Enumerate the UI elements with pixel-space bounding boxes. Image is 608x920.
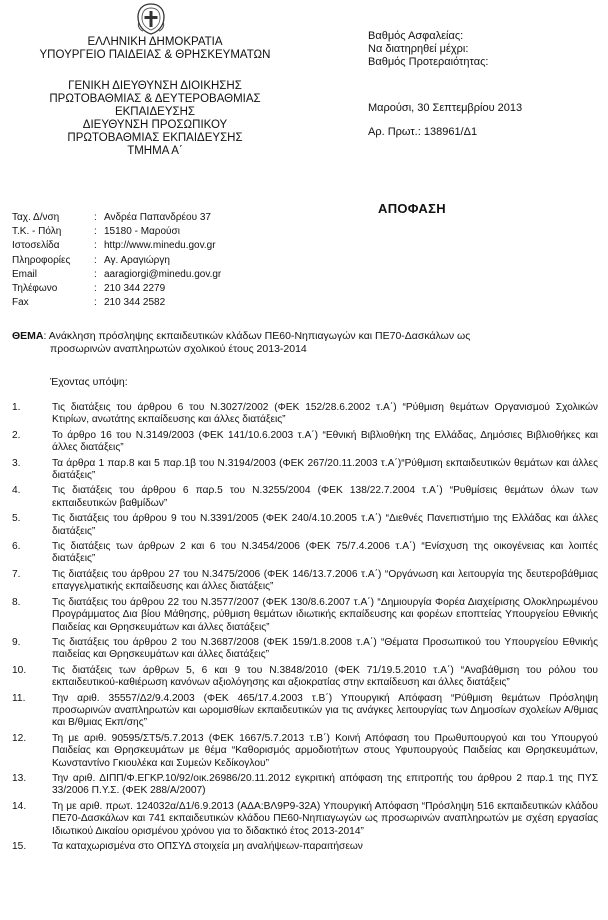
list-item (12, 841, 598, 853)
header-line: ΕΛΛΗΝΙΚΗ ΔΗΜΟΚΡΑΤΙΑ (87, 36, 223, 48)
header-line: ΓΕΝΙΚΗ ΔΙΕΥΘΥΝΣΗ ΔΙΟΙΚΗΣΗΣ (68, 80, 242, 92)
item-text: Τις διατάξεις των άρθρων 2 και 6 του Ν.3454/2006 (ΦΕΚ 75/7.4.2006 τ.Α΄) “Ενίσχυση της οικογένειας και λοιπές διατάξεις” (52, 541, 598, 565)
item-number: 4. (12, 485, 21, 497)
item-text: Τα άρθρα 1 παρ.8 και 5 παρ.1β του Ν.3194/2003 (ΦΕΚ 267/20.11.2003 τ.Α΄)“Ρύθμιση εκπαιδευτικών θεμάτων και άλλες διατάξεις” (52, 457, 598, 482)
header-line: ΥΠΟΥΡΓΕΙΟ ΠΑΙΔΕΙΑΣ & ΘΡΗΣΚΕΥΜΑΤΩΝ (39, 49, 271, 61)
list-item (12, 430, 598, 455)
item-text: Την αριθ. 35557/Δ2/9.4.2003 (ΦΕΚ 465/17.4.2003 τ.Β΄) Υπουργική Απόφαση “Ρύθμιση θεμάτων Πρόσληψη προσωρινών αναπληρωτών και ωρομισθίων εκπαιδευτικών για τις ανάγκες λειτουργίας των Δημοσίων σχολείων Α/θμιας και Β/θμιας Εκπ/σης” (52, 692, 598, 729)
header-line: ΠΡΩΤΟΒΑΘΜΙΑΣ & ΔΕΥΤΕΡΟΒΑΘΜΙΑΣ (49, 93, 261, 105)
decision-title: ΑΠΟΦΑΣΗ (378, 201, 446, 216)
subject-line-1: : Ανάκληση πρόσληψης εκπαιδευτικών κλάδων ΠΕ60-Νηπιαγωγών και ΠΕ70-Δασκάλων ως (43, 330, 471, 342)
header-line: ΕΚΠΑΙΔΕΥΣΗΣ (114, 106, 196, 118)
contact-label: Fax (12, 297, 29, 309)
item-text: Τις διατάξεις του άρθρου 27 του Ν.3475/2006 (ΦΕΚ 146/13.7.2006 τ.Α΄) “Οργάνωση και λειτουργία της δευτεροβάθμιας επαγγελματικής εκπαίδευσης και άλλες διατάξεις” (52, 568, 598, 593)
contact-label: Ταχ. Δ/νση (12, 212, 60, 223)
item-number: 11. (12, 692, 26, 704)
subject-label: ΘΕΜΑ (12, 330, 44, 342)
contact-row: Fax : 210 344 2582 (12, 296, 221, 310)
ministry-header (30, 36, 280, 62)
contact-label: Πληροφορίες (12, 254, 71, 266)
list-item (12, 773, 598, 798)
item-text: Τα καταχωρισμένα στο ΟΠΣΥΔ στοιχεία μη αναλήψεων-παραιτήσεων (52, 841, 363, 852)
contact-value: http://www.minedu.gov.gr (104, 240, 216, 252)
contact-value: 210 344 2279 (104, 283, 166, 295)
item-text: Τις διατάξεις του άρθρου 9 του Ν.3391/2005 (ΦΕΚ 240/4.10.2005 τ.Α΄) “Διεθνές Πανεπιστήμιο της Ελλάδας και άλλες διατάξεις” (52, 513, 598, 537)
list-item (12, 665, 598, 690)
item-text: Τις διατάξεις του άρθρου 2 του Ν.3687/2008 (ΦΕΚ 159/1.8.2008 τ.Α΄) “Θέματα Προσωπικού του Υπουργείου Εθνικής παιδείας και Θρησκευμάτων και άλλες διατάξεις” (52, 636, 598, 661)
item-text: Τις διατάξεις του άρθρου 22 του Ν.3577/2007 (ΦΕΚ 130/8.6.2007 τ.Α΄) “Δημιουργία Φορέα Διαχείρισης Ολοκληρωμένου Προγράμματος Δια βίου Μάθησης, ρύθμιση θεμάτων ιδιωτικής εκπαίδευσης και φορέων εποπτείας Υπουργείου Εθνικής Παιδείας και Θρησκευμάτων και άλλες διατάξεις” (52, 596, 598, 633)
contact-row: Τηλέφωνο : 210 344 2279 (12, 282, 221, 296)
contact-row: Πληροφορίες : Αγ. Αραγιώργη (12, 254, 221, 268)
list-item (12, 485, 598, 510)
legal-basis-list (12, 402, 598, 856)
contact-label: Ιστοσελίδα (12, 240, 60, 252)
document-date: Μαρούσι, 30 Σεπτεμβρίου 2013 (368, 102, 523, 114)
contact-label: Τ.Κ. - Πόλη (12, 226, 62, 238)
item-text: Τις διατάξεις του άρθρου 6 παρ.5 του Ν.3255/2004 (ΦΕΚ 138/22.7.2004 τ.Α΄) “Ρυθμίσεις θεμάτων όλων των εκπαιδευτικών βαθμίδων” (52, 485, 598, 509)
contact-row: Τ.Κ. - Πόλη : 15180 - Μαρούσι (12, 225, 221, 239)
item-number: 6. (12, 541, 21, 553)
item-text: Τις διατάξεις του άρθρου 6 του Ν.3027/2002 (ΦΕΚ 152/28.6.2002 τ.Α΄) “Ρύθμιση θεμάτων Οργανισμού Σχολικών Κτιρίων, ανωτάτης εκπαίδευσης και άλλες διατάξεις” (52, 402, 598, 426)
item-number: 10. (12, 664, 27, 676)
item-number: 13. (12, 772, 27, 784)
list-item (12, 693, 598, 730)
item-number: 15. (12, 841, 27, 852)
security-line: Βαθμός Προτεραιότητας: (368, 56, 489, 68)
item-text: Την αριθ. ΔΙΠΠ/Φ.ΕΓΚΡ.10/92/οικ.26986/20.11.2012 εγκριτική απόφαση της επιτροπής του άρθρου 2 παρ.1 της ΠΥΣ 33/2006 Π.Υ.Σ. (ΦΕΚ 288/Α/2007) (52, 772, 598, 797)
subject (12, 330, 582, 356)
item-number: 1. (12, 402, 21, 413)
having-regard: Έχοντας υπόψη: (50, 376, 128, 388)
list-item (12, 569, 598, 594)
item-text: Τις διατάξεις των άρθρων 5, 6 και 9 του Ν.3848/2010 (ΦΕΚ 71/19.5.2010 τ.Α΄) “Αναβάθμιση του ρόλου του εκπαιδευτικού-καθιέρωση κανόνων αξιολόγησης και αξιοκρατίας στην εκπαίδευση και άλλες διατάξεις” (52, 664, 598, 689)
security-line: Να διατηρηθεί μέχρι: (368, 43, 469, 55)
item-number: 5. (12, 513, 21, 525)
contact-value: 15180 - Μαρούσι (104, 226, 180, 238)
list-item (12, 597, 598, 634)
item-text: Τη με αριθ. 90595/ΣΤ5/5.7.2013 (ΦΕΚ 1667/5.7.2013 τ.Β΄) Κοινή Απόφαση του Πρωθυπουργού και του Υπουργού Παιδείας και Θρησκευμάτων με θέμα “Καθορισμός αρμοδιοτήτων στους Υφυπουργούς Παιδείας και Θρησκευμάτων, Κωνσταντίνο Γκιουλέκα και Συμεών Κεδίκογλου” (52, 732, 598, 769)
contact-value: Αγ. Αραγιώργη (104, 254, 170, 266)
item-number: 3. (12, 457, 21, 469)
item-number: 12. (12, 732, 27, 744)
subject-line-2: προσωρινών αναπληρωτών σχολικού έτους 2013-2014 (50, 343, 307, 355)
item-text: Τη με αριθ. πρωτ. 124032α/Δ1/6.9.2013 (ΑΔΑ:ΒΛ9Ρ9-32Α) Υπουργική Απόφαση “Πρόσληψη 516 εκπαιδευτικών κλάδου ΠΕ70-Δασκάλων και 741 εκπαιδευτικών κλάδου ΠΕ60-Νηπιαγωγών ως προσωρινών αναπληρωτών με σχέση εργασίας Ιδιωτικού Δικαίου ορισμένου χρόνου για το διδακτικό έτος 2013-2014” (52, 800, 598, 837)
directorate-header (30, 80, 280, 158)
list-item (12, 733, 598, 770)
list-item (12, 541, 598, 566)
header-line: ΠΡΩΤΟΒΑΘΜΙΑΣ ΕΚΠΑΙΔΕΥΣΗΣ (67, 132, 243, 144)
contact-row: Email : aaragiorgi@minedu.gov.gr (12, 268, 221, 282)
contact-value: aaragiorgi@minedu.gov.gr (104, 268, 222, 280)
item-number: 9. (12, 636, 21, 648)
item-number: 2. (12, 429, 21, 441)
contact-label: Email (12, 268, 38, 280)
header-line: ΔΙΕΥΘΥΝΣΗ ΠΡΟΣΩΠΙΚΟΥ (82, 119, 228, 131)
list-item (12, 801, 598, 838)
security-block (368, 30, 488, 69)
item-number: 8. (12, 596, 21, 608)
contact-row: Ταχ. Δ/νση : Ανδρέα Παπανδρέου 37 (12, 211, 221, 225)
contact-value: 210 344 2582 (104, 297, 166, 309)
list-item (12, 458, 598, 483)
item-text: Το άρθρο 16 του Ν.3149/2003 (ΦΕΚ 141/10.6.2003 τ.Α΄) “Εθνική Βιβλιοθήκη της Ελλάδας, Δημόσιες Βιβλιοθήκες και άλλες διατάξεις” (52, 429, 598, 454)
contact-label: Τηλέφωνο (12, 283, 58, 295)
header-line: ΤΜΗΜΑ Α΄ (127, 145, 183, 157)
item-number: 14. (12, 800, 27, 812)
list-item (12, 513, 598, 538)
contact-row: Ιστοσελίδα : http://www.minedu.gov.gr (12, 239, 221, 253)
contact-value: Ανδρέα Παπανδρέου 37 (104, 212, 211, 223)
security-line: Βαθμός Ασφαλείας: (368, 30, 464, 42)
protocol-number: Αρ. Πρωτ.: 138961/Δ1 (368, 126, 478, 138)
list-item (12, 637, 598, 662)
list-item (12, 402, 598, 427)
date-block (368, 102, 522, 139)
item-number: 7. (12, 568, 21, 580)
contact-info (12, 211, 221, 310)
greek-emblem-icon (134, 2, 168, 36)
